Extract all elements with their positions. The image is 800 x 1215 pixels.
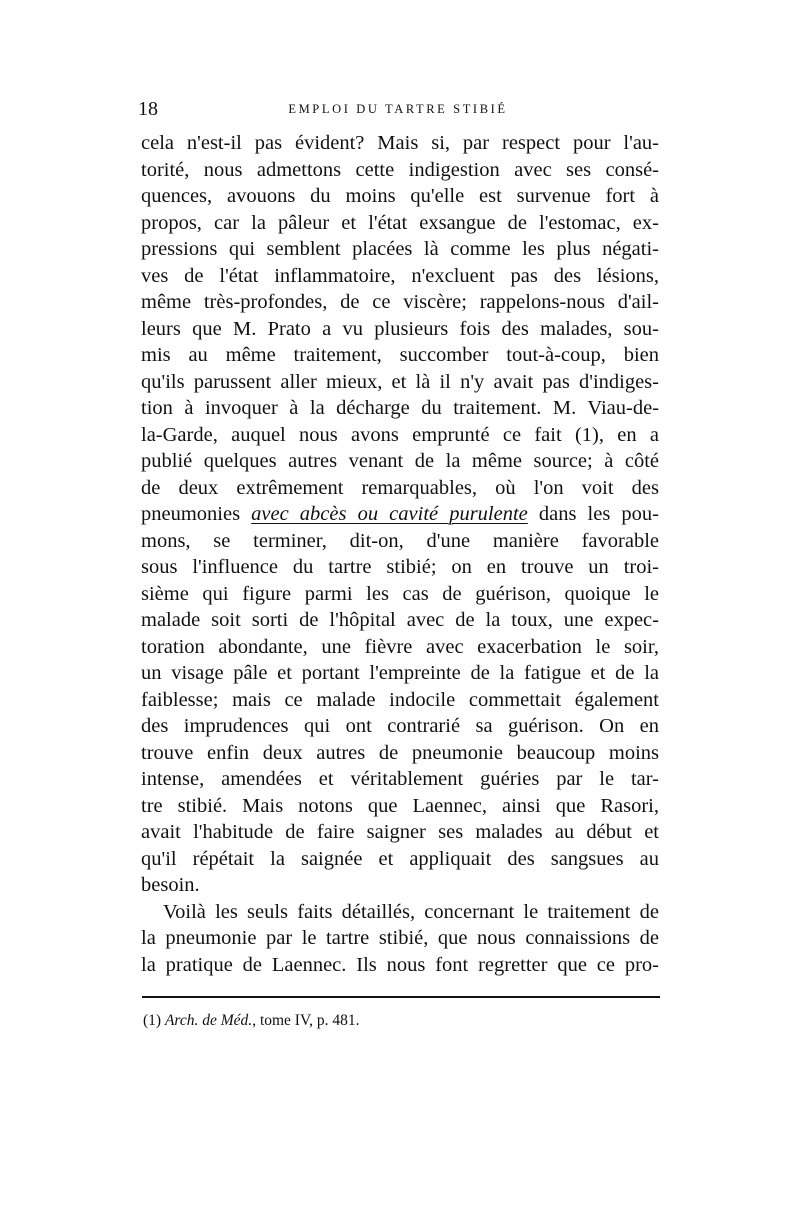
text-line-10: qu'ils parussent aller mieux, et là il n'y avait pas d'indiges- <box>141 370 659 393</box>
text-line-17: sous l'influence du tartre stibié; on en trouve un troi- <box>141 556 659 578</box>
text-line-1: cela n'est-il pas évident? Mais si, par respect pour l'au- <box>141 132 659 154</box>
footnote-divider <box>142 996 660 998</box>
text-line-5: pressions qui semblent placées là comme les plus négati- <box>141 238 659 260</box>
text-line-12: la-Garde, auquel nous avons emprunté ce fait (1), en a <box>141 423 659 446</box>
text-line-31: la pneumonie par le tartre stibié, que nous connaissions de <box>141 927 659 949</box>
text-line-15 <box>141 501 659 528</box>
running-head <box>134 96 662 122</box>
italic-phrase: avec abcès ou cavité purulente <box>251 503 528 525</box>
text-line-20: toration abondante, une fièvre avec exacerbation le soir, <box>141 635 659 658</box>
text-line-32: la pratique de Laennec. Ils nous font regretter que ce pro- <box>141 953 659 976</box>
text-line-13: publié quelques autres venant de la même source; à côté <box>141 450 659 472</box>
text-line-18: sième qui figure parmi les cas de guérison, quoique le <box>141 582 659 605</box>
footnote-source: Arch. de Méd. <box>164 1012 253 1029</box>
footnote-marker: (1) <box>143 1012 165 1029</box>
text-line-7: même très-profondes, de ce viscère; rappelons-nous d'ail- <box>141 291 659 313</box>
text-line-29: besoin. <box>141 874 200 896</box>
text-line-3: quences, avouons du moins qu'elle est survenue fort à <box>141 185 659 207</box>
text-line-25: intense, amendées et véritablement guéries par le tar- <box>141 768 659 790</box>
text-line-6: ves de l'état inflammatoire, n'excluent pas des lésions, <box>141 264 659 287</box>
text-line-8: leurs que M. Prato a vu plusieurs fois des malades, sou- <box>141 317 659 340</box>
footnote <box>143 1010 360 1032</box>
text-line-26: tre stibié. Mais notons que Laennec, ainsi que Rasori, <box>141 794 659 817</box>
text-line-30: Voilà les seuls faits détaillés, concernant le traitement de <box>163 900 659 923</box>
text-line-19: malade soit sorti de l'hôpital avec de la toux, une expec- <box>141 609 659 631</box>
text-line-15-end: dans les pou- <box>527 503 659 525</box>
text-line-24: trouve enfin deux autres de pneumonie beaucoup moins <box>141 741 659 764</box>
text-line-15-start: pneumonies <box>141 503 252 525</box>
footnote-reference: , tome IV, p. 481. <box>252 1012 360 1029</box>
text-line-11: tion à invoquer à la décharge du traitement. M. Viau-de- <box>141 397 659 419</box>
page-number: 18 <box>138 98 158 120</box>
text-line-2: torité, nous admettons cette indigestion avec ses consé- <box>141 158 659 181</box>
text-line-9: mis au même traitement, succomber tout-à-coup, bien <box>141 344 659 366</box>
text-line-27: avait l'habitude de faire saigner ses malades au début et <box>141 821 659 843</box>
text-line-23: des imprudences qui ont contrarié sa guérison. On en <box>141 715 659 737</box>
text-line-16: mons, se terminer, dit-on, d'une manière favorable <box>141 529 659 552</box>
text-line-21: un visage pâle et portant l'empreinte de la fatigue et de la <box>141 662 659 684</box>
running-title: EMPLOI DU TARTRE STIBIÉ <box>288 102 508 116</box>
text-line-28: qu'il répétait la saignée et appliquait des sangsues au <box>141 847 659 870</box>
body-text <box>141 130 659 978</box>
text-line-14: de deux extrêmement remarquables, où l'on voit des <box>141 476 659 499</box>
text-line-4: propos, car la pâleur et l'état exsangue de l'estomac, ex- <box>141 211 659 234</box>
text-line-22: faiblesse; mais ce malade indocile commettait également <box>141 688 659 711</box>
